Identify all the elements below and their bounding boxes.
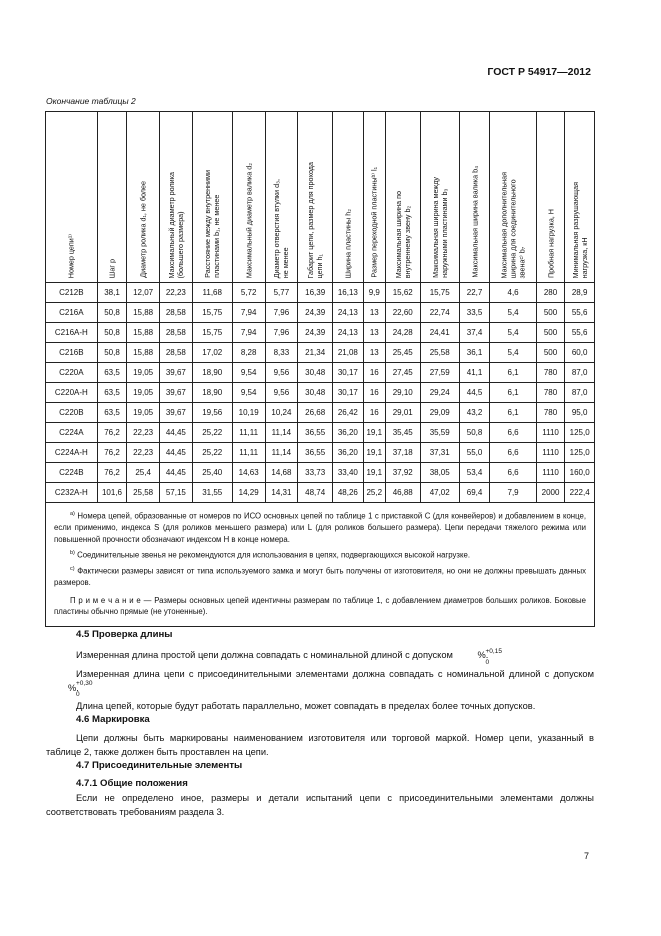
table-cell: 36,1 (459, 343, 490, 363)
column-header-label: Номер цепи¹⁾ (66, 233, 76, 278)
table-cell: 15,75 (192, 323, 232, 343)
table-cell: 76,2 (97, 423, 127, 443)
table-cell: 50,8 (97, 303, 127, 323)
table-cell: 7,96 (265, 323, 298, 343)
table-cell: 63,5 (97, 383, 127, 403)
table-cell: 28,58 (159, 343, 192, 363)
column-header-label: Пробная нагрузка, Н (546, 208, 556, 278)
table-cell: 125,0 (565, 443, 595, 463)
chain-number-cell: C216A (46, 303, 98, 323)
table-cell: 25,2 (363, 483, 385, 503)
table-cell: 48,74 (298, 483, 333, 503)
table-footnotes (45, 503, 595, 627)
table-cell: 15,88 (127, 343, 160, 363)
table-cell: 44,5 (459, 383, 490, 403)
table-cell: 22,23 (159, 283, 192, 303)
table-cell: 1110 (536, 463, 565, 483)
column-header-label: Максимальная ширина между наружными пластинами b₃ (430, 177, 449, 278)
tolerance-1-unit: %. (477, 650, 489, 660)
table-cell: 36,20 (333, 443, 364, 463)
section-4-5-para-3: Длина цепей, которые будут работать параллельно, может совпадать в пределах более точных допусков. (76, 701, 536, 712)
table-cell: 48,26 (333, 483, 364, 503)
page-number: 7 (583, 851, 589, 861)
column-header-label: Диаметр ролика d₁, не более (138, 181, 148, 278)
table-cell: 26,42 (333, 403, 364, 423)
chain-number-cell: C220A-H (46, 383, 98, 403)
table-cell: 44,45 (159, 463, 192, 483)
column-header-label: Размер переходной пластиныᵇ⁾ l₁ (369, 167, 379, 278)
table-cell: 15,88 (127, 303, 160, 323)
chain-number-cell: C216B (46, 343, 98, 363)
table-cell: 1110 (536, 423, 565, 443)
table-cell: 47,02 (420, 483, 459, 503)
table-cell: 500 (536, 343, 565, 363)
table-cell: 63,5 (97, 363, 127, 383)
column-header-6 (265, 112, 298, 283)
table-cell: 7,9 (490, 483, 536, 503)
table-row (46, 403, 595, 423)
section-4-6-para-1: Цепи должны быть маркированы наименованием изготовителя или торговой маркой. Номер цепи, указанный в таблице 2, также должен быть проставлен на цепи. (46, 733, 594, 758)
table-cell: 37,31 (420, 443, 459, 463)
table-cell: 13 (363, 323, 385, 343)
table-cell: 9,54 (232, 383, 265, 403)
table-cell: 5,4 (490, 303, 536, 323)
section-4-7-1-para-1: Если не определено иное, размеры и детали испытаний цепи с присоединительными элементами должны соответствовать требованиям раздела 3. (46, 793, 594, 818)
footnote-a (54, 509, 586, 545)
table-cell: 16,39 (298, 283, 333, 303)
table-cell: 500 (536, 303, 565, 323)
table-cell: 15,75 (192, 303, 232, 323)
table-cell: 6,1 (490, 383, 536, 403)
table-cell: 35,45 (385, 423, 420, 443)
table-row (46, 283, 595, 303)
column-header-label: Максимальный диаметр ролика (большего размера) (166, 171, 185, 278)
table-row (46, 443, 595, 463)
table-cell: 9,56 (265, 383, 298, 403)
column-header-label: Максимальная дополнительная ширина для соединительного звенаᶜ⁾ b₇ (499, 171, 527, 278)
table-row (46, 363, 595, 383)
column-header-1 (97, 112, 127, 283)
document-header: ГОСТ Р 54917—2012 (487, 66, 591, 78)
tolerance-2-upper: +0,30 (76, 680, 93, 688)
table-cell: 55,6 (565, 303, 595, 323)
table-cell: 19,05 (127, 383, 160, 403)
table-remark: П р и м е ч а н и е — Размеры основных цепей идентичны размерам по таблице 1, с добавлением диаметров больших роликов. Боковые пластины обычно прямые (не утоненные). (54, 595, 586, 617)
table-cell: 41,1 (459, 363, 490, 383)
table-cell: 13 (363, 343, 385, 363)
tolerance-1 (456, 647, 502, 666)
table-cell: 101,6 (97, 483, 127, 503)
table-cell: 24,13 (333, 323, 364, 343)
table-cell: 37,18 (385, 443, 420, 463)
table-cell: 19,1 (363, 443, 385, 463)
table-cell: 28,58 (159, 303, 192, 323)
table-cell: 43,2 (459, 403, 490, 423)
table-cell: 33,40 (333, 463, 364, 483)
column-header-10 (385, 112, 420, 283)
table-cell: 29,01 (385, 403, 420, 423)
table-cell: 5,4 (490, 323, 536, 343)
column-header-11 (420, 112, 459, 283)
column-header-label: Максимальная ширина валика b₄ (470, 166, 480, 278)
table-cell: 22,74 (420, 303, 459, 323)
table-cell: 10,19 (232, 403, 265, 423)
section-4-6-title: 4.6 Маркировка (76, 714, 150, 726)
table-cell: 5,72 (232, 283, 265, 303)
tolerance-1-lower: 0 (485, 658, 490, 666)
table-cell: 15,62 (385, 283, 420, 303)
table-cell: 50,8 (459, 423, 490, 443)
column-header-label: Максимальный диаметр валика d₂ (244, 162, 254, 278)
table-cell: 35,59 (420, 423, 459, 443)
column-header-4 (192, 112, 232, 283)
table-cell: 25,4 (127, 463, 160, 483)
column-header-12 (459, 112, 490, 283)
table-cell: 6,6 (490, 423, 536, 443)
table-cell: 55,0 (459, 443, 490, 463)
footnote-c (54, 564, 586, 589)
footnote-b-mark: b) (70, 550, 75, 557)
table-cell: 50,8 (97, 323, 127, 343)
column-header-14 (536, 112, 565, 283)
table-cell: 19,05 (127, 403, 160, 423)
table-cell: 69,4 (459, 483, 490, 503)
table-cell: 38,1 (97, 283, 127, 303)
table-cell: 222,4 (565, 483, 595, 503)
table-cell: 19,1 (363, 463, 385, 483)
table-cell: 21,08 (333, 343, 364, 363)
table-cell: 57,15 (159, 483, 192, 503)
table-cell: 37,92 (385, 463, 420, 483)
table-row (46, 343, 595, 363)
table-cell: 125,0 (565, 423, 595, 443)
table-cell: 280 (536, 283, 565, 303)
table-cell: 26,68 (298, 403, 333, 423)
table-cell: 38,05 (420, 463, 459, 483)
table-cell: 8,28 (232, 343, 265, 363)
chain-number-cell: C212B (46, 283, 98, 303)
table-cell: 5,77 (265, 283, 298, 303)
table-cell: 25,22 (192, 443, 232, 463)
section-4-7-1-title: 4.7.1 Общие положения (76, 778, 188, 790)
column-header-2 (127, 112, 160, 283)
footnote-a-text: Номера цепей, образованные от номеров по ИСО основных цепей по таблице 1 с приставкой С (для конвейеров) и добавлением в конце, если применимо, индекса S (для роликов меньшего размера) или L (для роликов большего размера). Цепи передачи тяжелого режима или повышенной прочности обозначают индексом H в конце номера. (54, 511, 586, 544)
table-cell: 24,41 (420, 323, 459, 343)
table-cell: 11,68 (192, 283, 232, 303)
table-cell: 22,23 (127, 423, 160, 443)
table-row (46, 463, 595, 483)
table-cell: 95,0 (565, 403, 595, 423)
column-header-label: Минимальная разрушающая нагрузка, кН (570, 181, 589, 278)
table-cell: 25,45 (385, 343, 420, 363)
table-cell: 24,39 (298, 323, 333, 343)
column-header-5 (232, 112, 265, 283)
tolerance-2 (46, 680, 93, 699)
column-header-15 (565, 112, 595, 283)
table-cell: 9,56 (265, 363, 298, 383)
column-header-8 (333, 112, 364, 283)
table-cell: 30,17 (333, 383, 364, 403)
table-cell: 29,24 (420, 383, 459, 403)
table-cell: 33,5 (459, 303, 490, 323)
table-cell: 14,63 (232, 463, 265, 483)
table-cell: 7,94 (232, 303, 265, 323)
table-cell: 6,6 (490, 443, 536, 463)
table-cell: 39,67 (159, 403, 192, 423)
table-cell: 25,58 (420, 343, 459, 363)
tolerance-2-unit: %. (68, 682, 79, 693)
table-row (46, 423, 595, 443)
table-cell: 14,29 (232, 483, 265, 503)
table-cell: 16 (363, 403, 385, 423)
chain-number-cell: C216A-H (46, 323, 98, 343)
table-cell: 11,14 (265, 443, 298, 463)
table-cell: 780 (536, 403, 565, 423)
table-cell: 27,45 (385, 363, 420, 383)
table-cell: 17,02 (192, 343, 232, 363)
table-cell: 22,7 (459, 283, 490, 303)
table-cell: 9,9 (363, 283, 385, 303)
table-row (46, 483, 595, 503)
table-cell: 19,05 (127, 363, 160, 383)
table-cell: 44,45 (159, 443, 192, 463)
chain-number-cell: C220A (46, 363, 98, 383)
table-cell: 30,17 (333, 363, 364, 383)
table-cell: 25,58 (127, 483, 160, 503)
column-header-label: Расстояние между внутренними пластинами b₁, не менее (203, 170, 222, 278)
column-header-7 (298, 112, 333, 283)
table-cell: 2000 (536, 483, 565, 503)
footnote-c-text: Фактически размеры зависят от типа используемого замка и могут быть получены от изготовителя, но они не должны превышать данных размеров. (54, 566, 586, 588)
table-cell: 28,9 (565, 283, 595, 303)
table-cell: 22,23 (127, 443, 160, 463)
section-4-7-title: 4.7 Присоединительные элементы (76, 760, 243, 772)
table-cell: 16,13 (333, 283, 364, 303)
table-cell: 44,45 (159, 423, 192, 443)
chain-number-cell: C224A (46, 423, 98, 443)
table-cell: 76,2 (97, 463, 127, 483)
column-header-label: Диаметр отверстия втулки d₃, не менее (272, 178, 291, 278)
chain-number-cell: C224A-H (46, 443, 98, 463)
section-4-5-para-2 (46, 667, 594, 699)
table-cell: 46,88 (385, 483, 420, 503)
chain-dimensions-table (45, 111, 595, 503)
table-cell: 7,94 (232, 323, 265, 343)
table-cell: 29,10 (385, 383, 420, 403)
table-cell: 76,2 (97, 443, 127, 463)
table-cell: 30,48 (298, 363, 333, 383)
table-cell: 55,6 (565, 323, 595, 343)
table-cell: 24,13 (333, 303, 364, 323)
table-cell: 28,58 (159, 323, 192, 343)
table-cell: 24,39 (298, 303, 333, 323)
table-cell: 6,1 (490, 363, 536, 383)
table-cell: 6,6 (490, 463, 536, 483)
table-cell: 19,1 (363, 423, 385, 443)
table-cell: 18,90 (192, 363, 232, 383)
table-cell: 39,67 (159, 363, 192, 383)
table-cell: 25,40 (192, 463, 232, 483)
table-cell: 11,11 (232, 443, 265, 463)
footnote-b (54, 548, 586, 561)
table-cell: 8,33 (265, 343, 298, 363)
tolerance-1-upper: +0,15 (485, 647, 502, 655)
chain-number-cell: C224B (46, 463, 98, 483)
table-cell: 16 (363, 363, 385, 383)
section-4-5-title: 4.5 Проверка длины (76, 629, 173, 640)
table-cell: 36,55 (298, 423, 333, 443)
table-cell: 12,07 (127, 283, 160, 303)
column-header-3 (159, 112, 192, 283)
table-cell: 15,75 (420, 283, 459, 303)
table-cell: 50,8 (97, 343, 127, 363)
table-header-row (46, 112, 595, 283)
table-cell: 10,24 (265, 403, 298, 423)
table-cell: 33,73 (298, 463, 333, 483)
table-cell: 19,56 (192, 403, 232, 423)
table-cell: 30,48 (298, 383, 333, 403)
table-body (46, 283, 595, 503)
table-cell: 25,22 (192, 423, 232, 443)
table-cell: 780 (536, 363, 565, 383)
table-cell: 39,67 (159, 383, 192, 403)
table-cell: 6,1 (490, 403, 536, 423)
column-header-label: Максимальная ширина по внутреннему звену b₂ (393, 190, 412, 278)
table-cell: 29,09 (420, 403, 459, 423)
table-cell: 21,34 (298, 343, 333, 363)
table-cell: 60,0 (565, 343, 595, 363)
table-row (46, 323, 595, 343)
chain-number-cell: C220B (46, 403, 98, 423)
footnote-b-text: Соединительные звенья не рекомендуются для использования в цепях, подвергающихся высокой нагрузке. (77, 550, 471, 560)
footnote-a-mark: a) (70, 511, 75, 517)
table-cell: 160,0 (565, 463, 595, 483)
table-caption: Окончание таблицы 2 (46, 96, 136, 106)
table-cell: 36,20 (333, 423, 364, 443)
tolerance-2-lower: 0 (76, 691, 80, 699)
table-cell: 7,96 (265, 303, 298, 323)
table-cell: 36,55 (298, 443, 333, 463)
table-cell: 5,4 (490, 343, 536, 363)
section-4-5-para-1 (46, 647, 594, 666)
table-cell: 53,4 (459, 463, 490, 483)
footnote-c-mark: c) (70, 566, 75, 573)
table-cell: 9,54 (232, 363, 265, 383)
table-row (46, 383, 595, 403)
table-cell: 11,14 (265, 423, 298, 443)
table-cell: 63,5 (97, 403, 127, 423)
table-row (46, 303, 595, 323)
table-cell: 87,0 (565, 363, 595, 383)
table-cell: 16 (363, 383, 385, 403)
table-cell: 31,55 (192, 483, 232, 503)
table-cell: 15,88 (127, 323, 160, 343)
section-4-5-para-1-text: Измеренная длина простой цепи должна совпадать с номинальной длиной с допуском (76, 650, 453, 660)
table-cell: 780 (536, 383, 565, 403)
column-header-label: Шаг p (107, 258, 117, 278)
table-cell: 1110 (536, 443, 565, 463)
column-header-label: Ширина пластины h₂ (343, 208, 353, 278)
table-cell: 13 (363, 303, 385, 323)
table-container (45, 111, 595, 627)
table-cell: 500 (536, 323, 565, 343)
column-header-9 (363, 112, 385, 283)
table-cell: 87,0 (565, 383, 595, 403)
table-cell: 14,68 (265, 463, 298, 483)
chain-number-cell: C232A-H (46, 483, 98, 503)
page-body (46, 628, 594, 819)
table-cell: 4,6 (490, 283, 536, 303)
table-cell: 18,90 (192, 383, 232, 403)
column-header-13 (490, 112, 536, 283)
table-cell: 27,59 (420, 363, 459, 383)
column-header-label: Габарит цепи, размер для прохода цепи h₁ (306, 161, 325, 278)
table-cell: 14,31 (265, 483, 298, 503)
section-4-5-para-2-text: Измеренная длина цепи с присоединительными элементами должна совпадать с номинальной длиной с допуском (76, 668, 594, 679)
table-cell: 22,60 (385, 303, 420, 323)
column-header-0 (46, 112, 98, 283)
table-cell: 24,28 (385, 323, 420, 343)
table-cell: 37,4 (459, 323, 490, 343)
table-cell: 11,11 (232, 423, 265, 443)
